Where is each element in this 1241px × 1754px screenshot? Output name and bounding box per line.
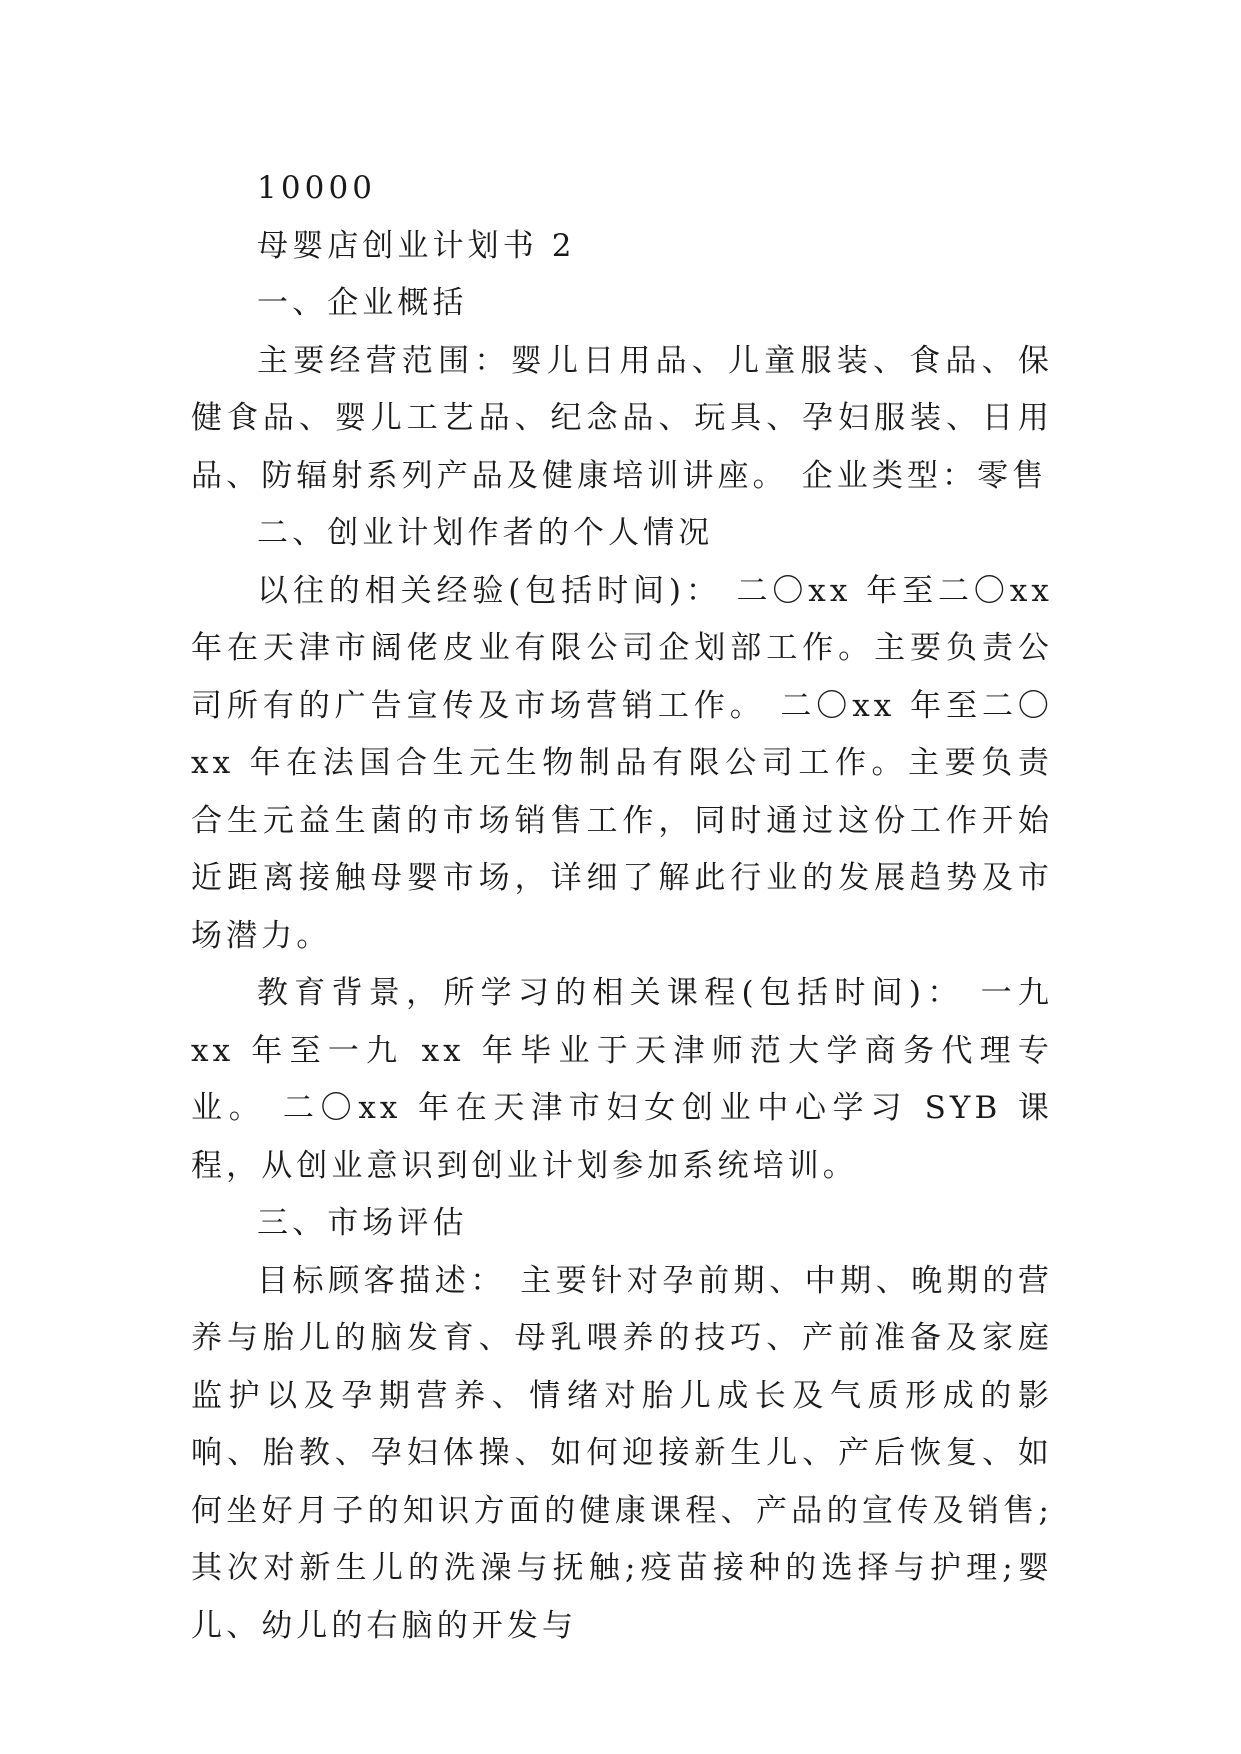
document-title: 母婴店创业计划书 2 [257,227,576,264]
business-scope-paragraph: 主要经营范围：婴儿日用品、儿童服装、食品、保健食品、婴儿工艺品、纪念品、玩具、孕妇服装、日用品、防辐射系列产品及健康培训讲座。 企业类型：零售 [191,342,1053,494]
section-heading-overview: 一、企业概括 [257,285,468,321]
section-heading-market: 三、市场评估 [257,1205,468,1241]
section-heading-author: 二、创业计划作者的个人情况 [257,515,714,551]
education-paragraph: 教育背景，所学习的相关课程(包括时间)： 一九 xx 年至一九 xx 年毕业于天津师范大学商务代理专业。 二〇xx 年在天津市妇女创业中心学习 SYB 课程，从创业意识到创业计划参加系统培训。 [191,975,1053,1184]
experience-paragraph: 以往的相关经验(包括时间)： 二〇xx 年至二〇xx 年在天津市阔佬皮业有限公司企划部工作。主要负责公司所有的广告宣传及市场营销工作。 二〇xx 年至二〇xx 年在法国合生元生物制品有限公司工作。主要负责合生元益生菌的市场销售工作，同时通过这份工作开始近距离接触母婴市场，详细了解此行业的发展趋势及市场潜力。 [191,572,1053,954]
page-number-text: 10000 [257,170,377,206]
document-body [191,160,1053,1655]
target-customer-paragraph: 目标顾客描述： 主要针对孕前期、中期、晚期的营养与胎儿的脑发育、母乳喂养的技巧、产前准备及家庭监护以及孕期营养、情绪对胎儿成长及气质形成的影响、胎教、孕妇体操、如何迎接新生儿、产后恢复、如何坐好月子的知识方面的健康课程、产品的宣传及销售;其次对新生儿的洗澡与抚触;疫苗接种的选择与护理;婴儿、幼儿的右脑的开发与 [191,1262,1053,1644]
